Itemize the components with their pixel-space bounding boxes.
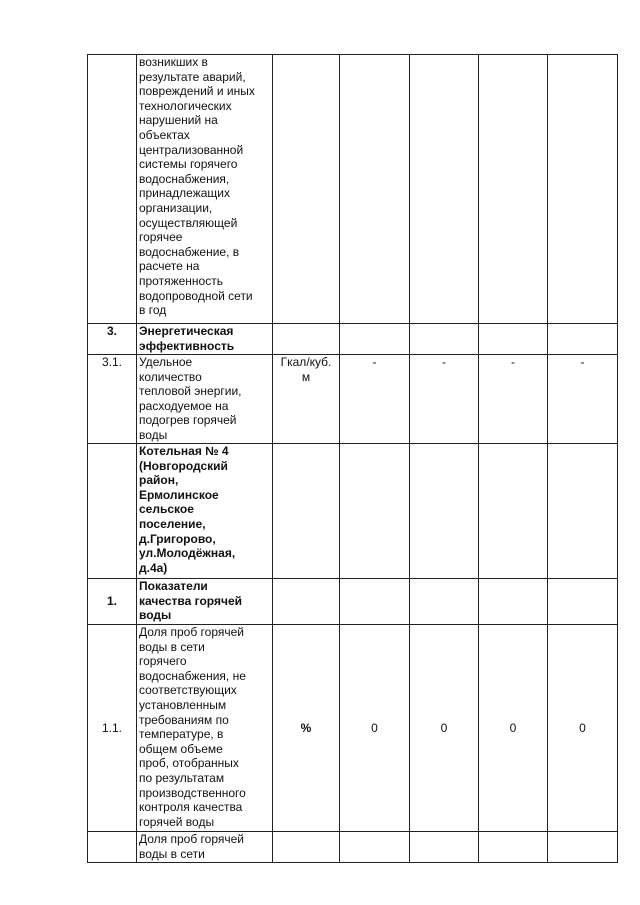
unit-cell [273, 324, 340, 355]
indicator-name: Доля проб горячей воды в сети [137, 832, 273, 863]
row-number [88, 444, 137, 579]
table-row [88, 355, 618, 444]
value-cell [340, 55, 410, 324]
value-cell [479, 324, 548, 355]
table-row [88, 55, 618, 324]
value-cell [479, 579, 548, 625]
value-cell [340, 579, 410, 625]
value-cell [479, 444, 548, 579]
boiler-house-title: Котельная № 4 (Новгородский район, Ермолинское сельское поселение, д.Григорово, ул.Молодёжная, д.4а) [137, 444, 273, 579]
table-row [88, 625, 618, 832]
unit-cell [273, 832, 340, 863]
value-cell: 0 [410, 625, 479, 832]
value-cell [548, 832, 618, 863]
unit-cell [273, 444, 340, 579]
value-cell: 0 [479, 625, 548, 832]
indicator-name: возникших в результате аварий, повреждений и иных технологических нарушений на объектах централизованной системы горячего водоснабжения, принадлежащих организации, осуществляющей горячее водоснабжение, в расчете на протяженность водопроводной сети в год [137, 55, 273, 324]
row-number: 1.1. [88, 625, 137, 832]
value-cell: - [548, 355, 618, 444]
value-cell [340, 444, 410, 579]
section-title: Показатели качества горячей воды [137, 579, 273, 625]
table-row [88, 444, 618, 579]
unit-cell [273, 579, 340, 625]
section-number: 3. [88, 324, 137, 355]
value-cell: - [410, 355, 479, 444]
value-cell [548, 324, 618, 355]
value-cell [340, 832, 410, 863]
value-cell: - [340, 355, 410, 444]
row-number [88, 55, 137, 324]
row-number: 3.1. [88, 355, 137, 444]
unit-cell: Гкал/куб. м [273, 355, 340, 444]
table-row [88, 324, 618, 355]
unit-cell [273, 55, 340, 324]
value-cell [479, 55, 548, 324]
section-title: Энергетическая эффективность [137, 324, 273, 355]
value-cell [548, 579, 618, 625]
value-cell [340, 324, 410, 355]
value-cell: - [479, 355, 548, 444]
table-row [88, 579, 618, 625]
value-cell: 0 [548, 625, 618, 832]
value-cell: 0 [340, 625, 410, 832]
indicator-name: Удельное количество тепловой энергии, расходуемое на подогрев горячей воды [137, 355, 273, 444]
value-cell [548, 55, 618, 324]
value-cell [410, 55, 479, 324]
row-number [88, 832, 137, 863]
section-number: 1. [88, 579, 137, 625]
value-cell [479, 832, 548, 863]
indicators-table [87, 54, 618, 863]
indicator-name: Доля проб горячей воды в сети горячего водоснабжения, не соответствующих установленным требованиям по температуре, в общем объеме проб, отобранных по результатам производственного контроля качества горячей воды [137, 625, 273, 832]
value-cell [548, 444, 618, 579]
unit-cell: % [273, 625, 340, 832]
value-cell [410, 579, 479, 625]
value-cell [410, 832, 479, 863]
table-row [88, 832, 618, 863]
value-cell [410, 324, 479, 355]
value-cell [410, 444, 479, 579]
